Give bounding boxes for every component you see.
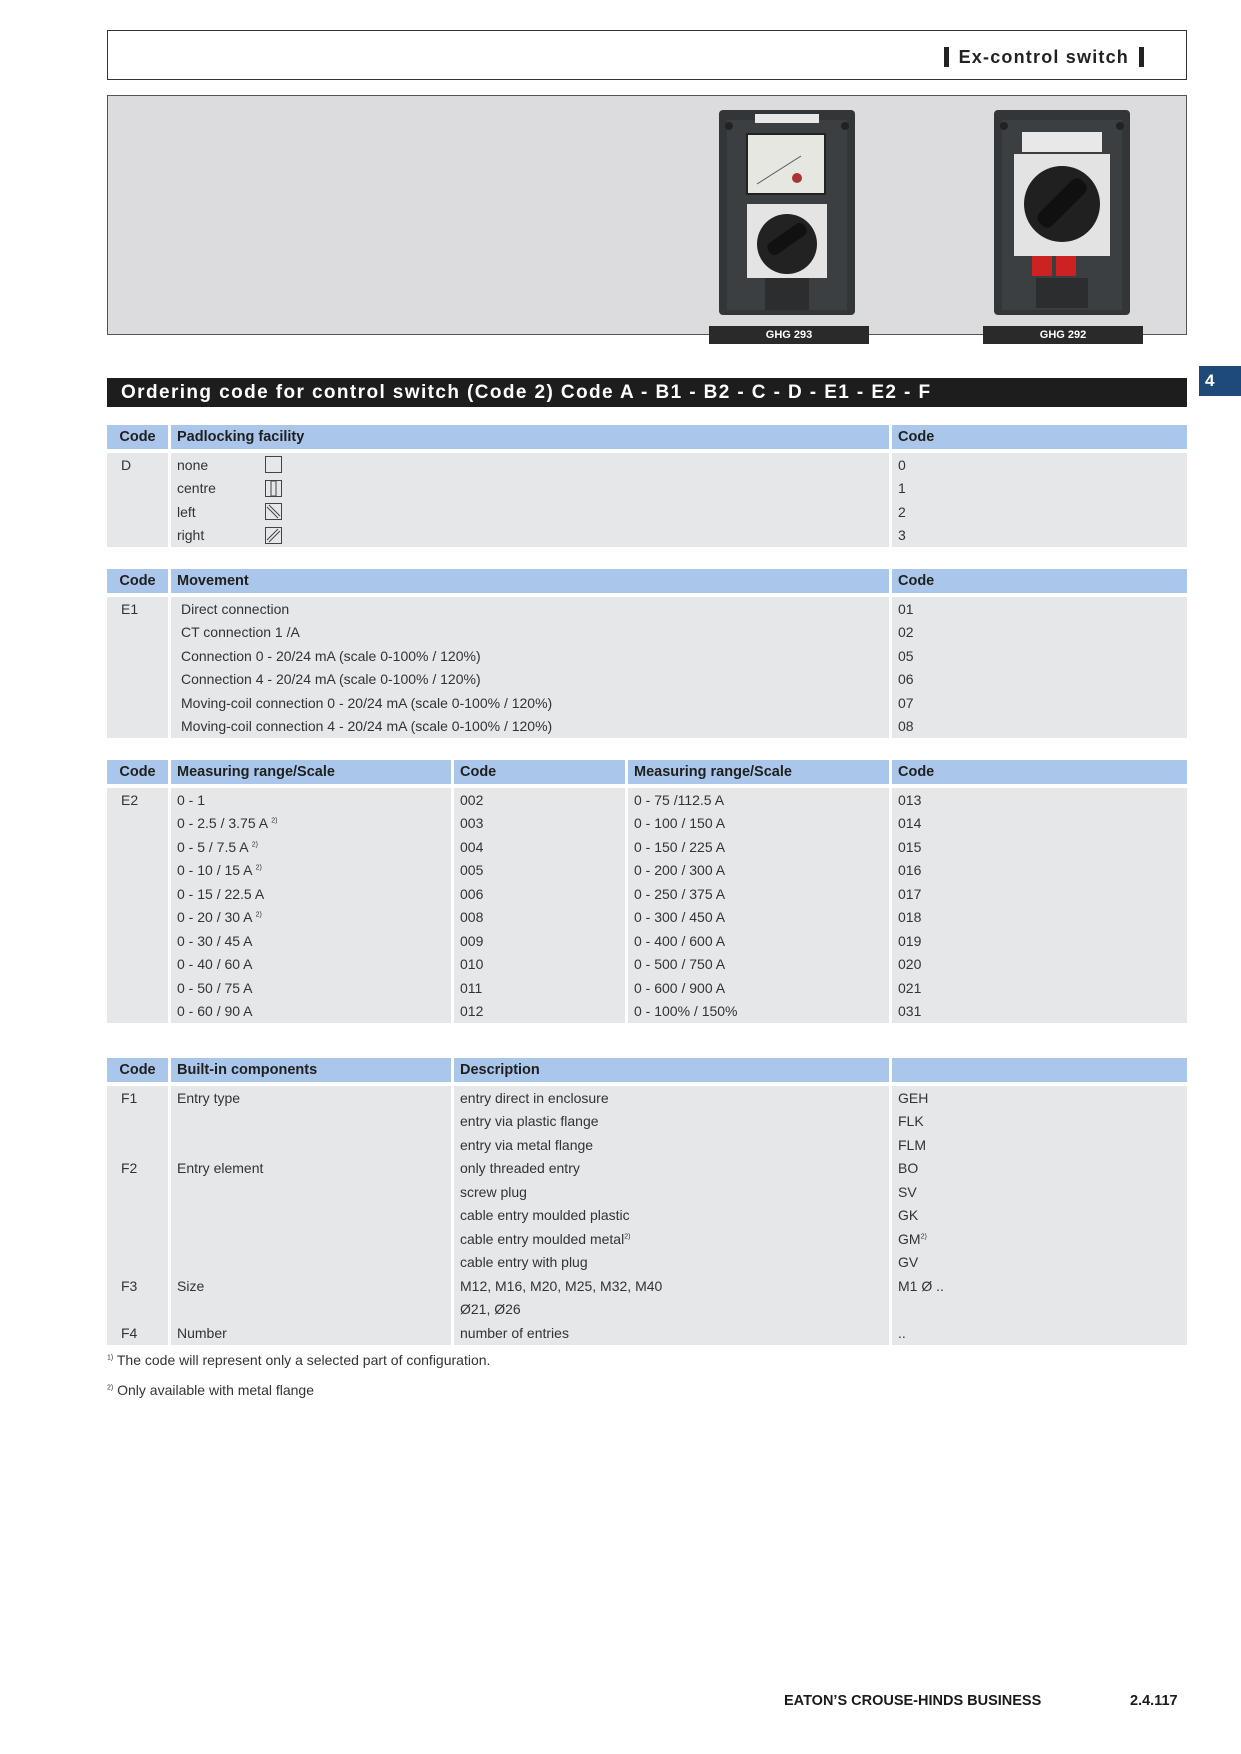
range-value: 0 - 2.5 / 3.75 A [177, 815, 268, 832]
footnote-ref: 2) [251, 841, 258, 849]
range-value: 0 - 150 / 225 A [634, 838, 726, 855]
column-header: Code [107, 1058, 171, 1082]
component-code: F1 [121, 1089, 138, 1106]
option-code: 06 [892, 668, 1187, 692]
range-value: 0 - 50 / 75 A [177, 979, 253, 996]
table-row [107, 906, 1187, 930]
table-row [107, 953, 1187, 977]
left-lock-icon [265, 503, 282, 520]
table-row [107, 788, 1187, 812]
range-code: 005 [460, 862, 484, 879]
footnote-ref: 2) [255, 911, 262, 919]
component-code: F4 [121, 1324, 138, 1341]
range-value: 0 - 250 / 375 A [634, 885, 726, 902]
right-lock-icon [265, 527, 282, 544]
component-code: F3 [121, 1277, 138, 1294]
column-header: Measuring range/Scale [628, 760, 892, 784]
footnote-mark: 2) [107, 1384, 114, 1392]
range-value: 0 - 100% / 150% [634, 1003, 738, 1020]
component-description: cable entry with plug [460, 1254, 588, 1271]
column-header: Code [454, 760, 628, 784]
table-row [107, 1321, 1187, 1345]
header-box [107, 30, 1187, 80]
option-code: 05 [892, 644, 1187, 668]
component-value-code: GM [898, 1230, 921, 1247]
table-row [107, 621, 1187, 645]
range-value: 0 - 40 / 60 A [177, 956, 253, 973]
component-name: Entry element [177, 1160, 264, 1177]
range-value: 0 - 75 /112.5 A [634, 791, 725, 808]
range-value: 0 - 400 / 600 A [634, 932, 726, 949]
component-value-code: GV [898, 1254, 919, 1271]
range-code: 009 [460, 932, 484, 949]
component-value-code: M1 Ø .. [898, 1277, 944, 1294]
table-row [107, 1204, 1187, 1228]
table-row [107, 500, 1187, 524]
ghg-292-device-image [992, 106, 1132, 316]
table-row [107, 1000, 1187, 1024]
column-header: Code [892, 425, 1187, 449]
footnote-ref: 2) [271, 817, 278, 825]
movement-label: Moving-coil connection 0 - 20/24 mA (scale 0-100% / 120%) [171, 691, 892, 715]
table-row [107, 1180, 1187, 1204]
component-description: entry via plastic flange [460, 1113, 599, 1130]
range-value: 0 - 200 / 300 A [634, 862, 726, 879]
range-value: 0 - 100 / 150 A [634, 815, 726, 832]
table-row [107, 882, 1187, 906]
component-value-code: GEH [898, 1089, 929, 1106]
table-row [107, 976, 1187, 1000]
column-header: Built-in components [171, 1058, 454, 1082]
component-description: entry direct in enclosure [460, 1089, 609, 1106]
chapter-tab: 4 [1199, 366, 1241, 396]
range-code: 018 [898, 909, 922, 926]
range-code: 013 [898, 791, 922, 808]
component-value-code: FLK [898, 1113, 924, 1130]
range-code: 002 [460, 791, 484, 808]
option-code: 07 [892, 691, 1187, 715]
table-row [107, 597, 1187, 621]
movement-label: CT connection 1 /A [171, 621, 892, 645]
empty-square-icon [265, 456, 282, 473]
table-row [107, 644, 1187, 668]
range-value: 0 - 1 [177, 791, 206, 808]
padlock-option-label: right [177, 527, 205, 544]
range-value: 0 - 600 / 900 A [634, 979, 726, 996]
table-row [107, 835, 1187, 859]
component-value-code: .. [898, 1324, 906, 1341]
component-code: F2 [121, 1160, 138, 1177]
footnote-ref: 2) [255, 864, 262, 872]
range-code: 012 [460, 1003, 484, 1020]
section-title: Ordering code for control switch (Code 2) Code A - B1 - B2 - C - D - E1 - E2 - F [107, 378, 1187, 407]
table-row [107, 453, 1187, 477]
range-value: 0 - 10 / 15 A [177, 862, 252, 879]
product-label-ghg-293: GHG 293 [709, 326, 869, 344]
movement-label: Moving-coil connection 4 - 20/24 mA (scale 0-100% / 120%) [171, 715, 892, 739]
table-row [107, 929, 1187, 953]
component-description: screw plug [460, 1183, 527, 1200]
footnote-mark: 1) [107, 1354, 114, 1362]
range-code: 020 [898, 956, 922, 973]
page-number: 2.4.117 [1130, 1693, 1178, 1709]
component-value-code: FLM [898, 1136, 926, 1153]
range-code: 015 [898, 838, 922, 855]
table-row [107, 668, 1187, 692]
range-code: 021 [898, 979, 922, 996]
component-description: only threaded entry [460, 1160, 580, 1177]
column-header: Description [454, 1058, 892, 1082]
range-code: 006 [460, 885, 484, 902]
movement-label: Connection 0 - 20/24 mA (scale 0-100% / 120%) [171, 644, 892, 668]
table-row [107, 1086, 1187, 1110]
table-row [107, 1274, 1187, 1298]
column-header: Code [892, 569, 1187, 593]
range-code: 011 [460, 979, 483, 996]
padlock-option-label: left [177, 503, 196, 520]
component-value-code: GK [898, 1207, 919, 1224]
table-row [107, 1157, 1187, 1181]
column-header: Code [107, 569, 171, 593]
padlock-option-label: centre [177, 480, 216, 497]
range-code: 003 [460, 815, 484, 832]
footnote-text: Only available with metal flange [117, 1382, 315, 1398]
component-description: number of entries [460, 1324, 569, 1341]
page-header-title: Ex-control switch [944, 47, 1144, 68]
table-row [107, 1251, 1187, 1275]
component-description: Ø21, Ø26 [460, 1301, 521, 1318]
range-code: 016 [898, 862, 922, 879]
product-label-ghg-292: GHG 292 [983, 326, 1143, 344]
component-name: Number [177, 1324, 227, 1341]
range-value: 0 - 500 / 750 A [634, 956, 726, 973]
column-header: Code [107, 760, 171, 784]
option-code: 2 [892, 500, 1187, 524]
ghg-293-device-image [717, 106, 857, 316]
footer-brand: EATON’S CROUSE-HINDS BUSINESS [784, 1693, 1042, 1709]
option-code: 08 [892, 715, 1187, 739]
product-photo-panel [107, 95, 1187, 341]
component-name: Size [177, 1277, 205, 1294]
movement-table [107, 569, 1187, 738]
range-value: 0 - 60 / 90 A [177, 1003, 253, 1020]
column-header: Code [892, 760, 1187, 784]
component-description: cable entry moulded plastic [460, 1207, 630, 1224]
footnote-ref: 2) [920, 1233, 927, 1241]
table-row [107, 1298, 1187, 1322]
table-row [107, 1110, 1187, 1134]
footnote-text: The code will represent only a selected part of configuration. [116, 1352, 491, 1368]
component-description: entry via metal flange [460, 1136, 594, 1153]
component-value-code: BO [898, 1160, 919, 1177]
movement-label: Direct connection [171, 597, 892, 621]
column-header [892, 1058, 1187, 1082]
range-code: 019 [898, 932, 922, 949]
column-header: Measuring range/Scale [171, 760, 454, 784]
range-value: 0 - 5 / 7.5 A [177, 838, 248, 855]
table-row [107, 859, 1187, 883]
group-code: D [107, 453, 171, 477]
option-code: 3 [892, 524, 1187, 548]
range-value: 0 - 15 / 22.5 A [177, 885, 265, 902]
option-code: 02 [892, 621, 1187, 645]
table-row [107, 477, 1187, 501]
range-code: 004 [460, 838, 484, 855]
column-header: Code [107, 425, 171, 449]
range-value: 0 - 300 / 450 A [634, 909, 726, 926]
footnote-ref: 2) [624, 1233, 631, 1241]
measuring-range-table [107, 760, 1187, 1023]
component-name: Entry type [177, 1089, 241, 1106]
option-code: 01 [892, 597, 1187, 621]
table-row [107, 715, 1187, 739]
group-code: E2 [121, 791, 139, 808]
footnote-1 [107, 1352, 490, 1368]
column-header: Padlocking facility [171, 425, 892, 449]
range-code: 017 [898, 885, 922, 902]
option-code: 1 [892, 477, 1187, 501]
table-row [107, 524, 1187, 548]
table-row [107, 812, 1187, 836]
component-value-code: SV [898, 1183, 917, 1200]
component-description: cable entry moulded metal [460, 1230, 625, 1247]
centre-lock-icon [265, 480, 282, 497]
table-row [107, 691, 1187, 715]
range-value: 0 - 30 / 45 A [177, 932, 253, 949]
padlocking-table [107, 425, 1187, 547]
table-row [107, 1227, 1187, 1251]
footnote-2 [107, 1382, 314, 1398]
range-code: 014 [898, 815, 922, 832]
group-code: E1 [107, 597, 171, 621]
range-value: 0 - 20 / 30 A [177, 909, 252, 926]
column-header: Movement [171, 569, 892, 593]
range-code: 008 [460, 909, 484, 926]
padlock-option-label: none [177, 456, 209, 473]
movement-label: Connection 4 - 20/24 mA (scale 0-100% / 120%) [171, 668, 892, 692]
option-code: 0 [892, 453, 1187, 477]
range-code: 031 [898, 1003, 922, 1020]
components-table [107, 1058, 1187, 1345]
component-description: M12, M16, M20, M25, M32, M40 [460, 1277, 663, 1294]
range-code: 010 [460, 956, 484, 973]
table-row [107, 1133, 1187, 1157]
